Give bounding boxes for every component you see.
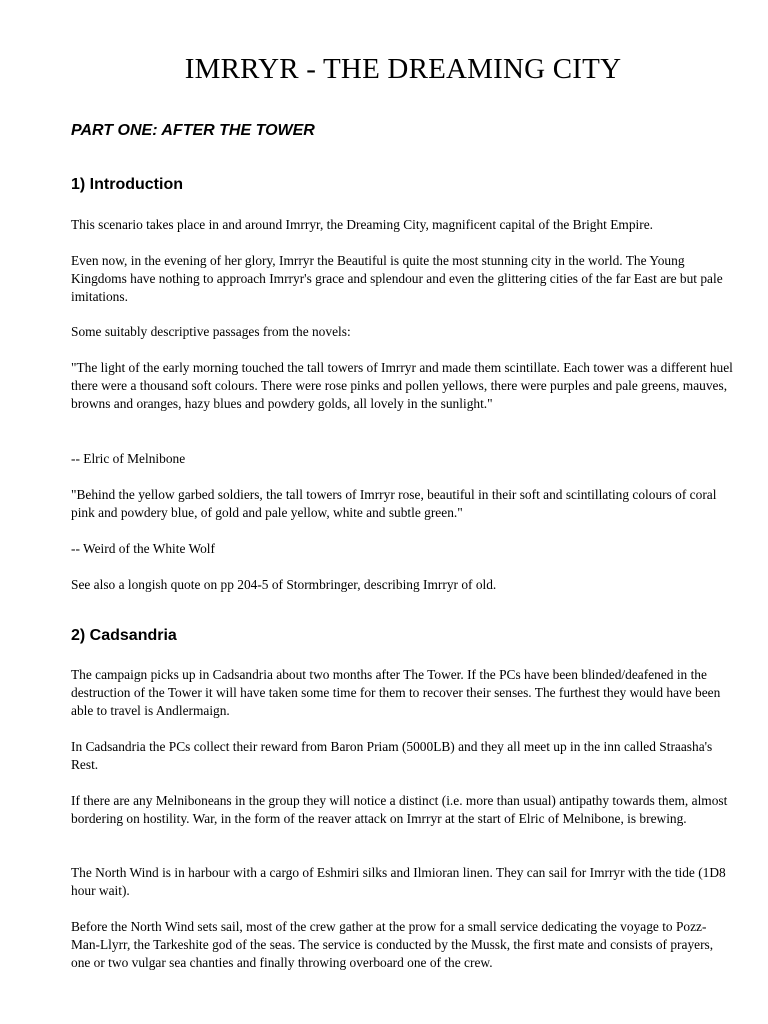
paragraph: This scenario takes place in and around Imrryr, the Dreaming City, magnificent capital of the Bright Empire.: [71, 217, 654, 232]
quote-paragraph: "Behind the yellow garbed soldiers, the tall towers of Imrryr rose, beautiful in their soft and scintillating colours of coral pink and powdery blue, of gold and pale yellow, white and subtle green.": [71, 487, 717, 520]
paragraph: The campaign picks up in Cadsandria about two months after The Tower. If the PCs have been blinded/deafened in the destruction of the Tower it will have taken some time for them to recover their senses. The furthest they would have been able to travel is Andlermaign.: [71, 667, 721, 718]
paragraph: Some suitably descriptive passages from the novels:: [71, 324, 351, 339]
paragraph: The North Wind is in harbour with a cargo of Eshmiri silks and Ilmioran linen. They can sail for Imrryr with the tide (1D8 hour wait).: [71, 865, 726, 898]
paragraph: In Cadsandria the PCs collect their reward from Baron Priam (5000LB) and they all meet up in the inn called Straasha's Rest.: [71, 739, 713, 772]
section-heading-introduction: 1) Introduction: [71, 176, 183, 193]
section-heading-cadsandria: 2) Cadsandria: [71, 627, 177, 644]
paragraph: Before the North Wind sets sail, most of the crew gather at the prow for a small service dedicating the voyage to Pozz-Man-Llyrr, the Tarkeshite god of the seas. The service is conducted by the Mussk, the first mate and consists of prayers, one or two vulgar sea chanties and finally throwing overboard one of the crew.: [71, 919, 714, 970]
part-heading: PART ONE: AFTER THE TOWER: [71, 122, 315, 139]
document-title: IMRRYR - THE DREAMING CITY: [184, 53, 622, 85]
paragraph: Even now, in the evening of her glory, Imrryr the Beautiful is quite the most stunning city in the world. The Young Kingdoms have nothing to approach Imrryr's grace and splendour and even the glittering cities of the far East are but pale imitations.: [71, 253, 723, 304]
paragraph: If there are any Melniboneans in the group they will notice a distinct (i.e. more than usual) antipathy towards them, almost bordering on hostility. War, in the form of the reaver attack on Imrryr at the start of Elric of Melnibone, is brewing.: [71, 793, 728, 826]
paragraph: See also a longish quote on pp 204-5 of Stormbringer, describing Imrryr of old.: [71, 577, 497, 592]
quote-attribution: -- Weird of the White Wolf: [71, 541, 215, 556]
quote-paragraph: "The light of the early morning touched the tall towers of Imrryr and made them scintillate. Each tower was a different huel there were a thousand soft colours. There were rose pinks and pollen yellows, there were purples and pale greens, mauves, browns and oranges, hazy blues and powdery golds, all lovely in the sunlight.": [71, 360, 733, 411]
quote-attribution: -- Elric of Melnibone: [71, 451, 186, 466]
